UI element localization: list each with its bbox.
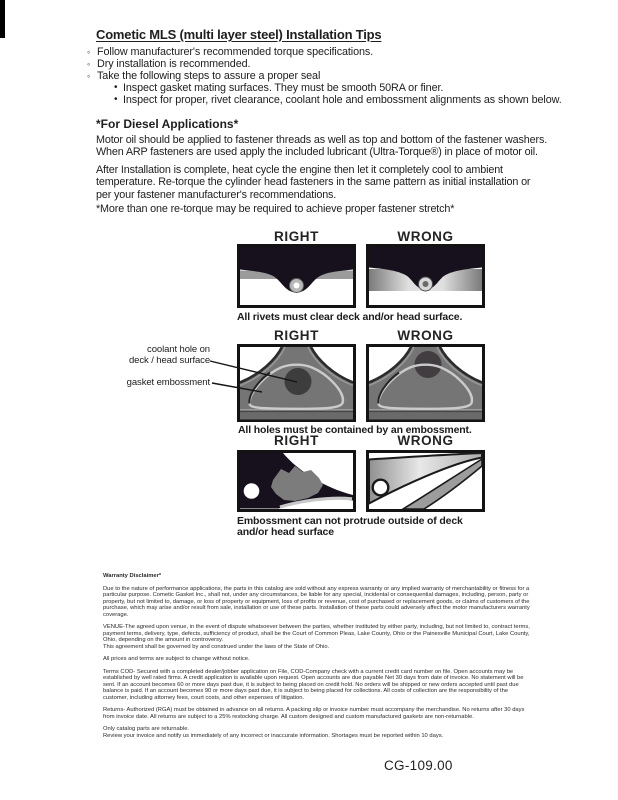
tip-text: Inspect for proper, rivet clearance, coolant hole and embossment alignments as shown below. [123, 94, 562, 107]
returns-paragraph: Returns- Authorized (RGA) must be obtained in advance on all returns. A packing slip or invoice number must accompany the merchandise. No returns after 30 days from invoice date. All returns are subject to a 25% restocking charge. All custom designed and custom manufactured gaskets are non-returnable. [103, 707, 525, 720]
protrude-wrong-diagram [366, 450, 485, 512]
filled-bullet-marker: • [114, 82, 118, 94]
holes-caption: All holes must be contained by an embossment. [238, 424, 472, 436]
filled-bullet-marker: • [114, 94, 118, 106]
catalog-parts-line: Only catalog parts are returnable. [103, 726, 190, 732]
tip-text: Take the following steps to assure a proper seal [97, 70, 321, 83]
right-label-rivets: RIGHT [274, 229, 319, 244]
right-label-protrude: RIGHT [274, 433, 319, 448]
open-bullet-marker: ◦ [87, 46, 91, 57]
warranty-paragraph: Due to the nature of performance applications, the parts in this catalog are sold without any express warranty or any implied warranty of merchantability or fitness for a particular purpose. Cometic Gasket Inc., shall not, under any circumstances, be liable for any special, incidental or consequential damages, including, person, party or property, but not limited to, damage, or loss of property or equipment, loss of profits or revenue, cost of purchased or replacement goods, or claims of customers of the purchase, which may arise and/or result from sale, installation or use of these parts. Installation of these parts could adversely affect the motor manufacturers warranty coverage. [103, 585, 530, 618]
coolant-hole-label: coolant hole on deck / head surface [128, 344, 210, 366]
tip-subitem [87, 94, 587, 106]
warranty-heading: Warranty Disclaimer* [103, 573, 162, 579]
warranty-fine-print [103, 573, 530, 739]
diesel-paragraph-2: After Installation is complete, heat cycle the engine then let it completely cool to ambient temperature. Re-torque the cylinder head fasteners in the same pattern as initial installation or per your fastener manufacturer's recommendations. [96, 164, 531, 201]
protrude-right-diagram [237, 450, 356, 512]
holes-wrong-illustration [366, 344, 485, 422]
open-bullet-marker: ◦ [87, 70, 91, 81]
protrude-wrong-illustration [366, 450, 485, 512]
terms-paragraph: Terms COD- Secured with a completed dealer/jobber application on File, COD-Company check with a current credit card number on file. Open accounts may be established by well rated firms. A credit application is available upon request. Open accounts are due payable Net 30 days from date of invoice. No statement will be sent. If an account becomes 60 or more days past due, it is subject to being placed on credit hold. No orders will be shipped or new orders accepted until past due balance is paid. If an account becomes 90 or more days past due, it is subject to being placed for collections. All costs of collection are the responsibility of the customer, including attorney fees, court costs, and other expenses of litigation. [103, 668, 524, 701]
rivets-caption: All rivets must clear deck and/or head surface. [237, 311, 463, 323]
pointer-lines [205, 352, 305, 400]
embossment-pointer-line [212, 383, 262, 392]
rivets-right-diagram [237, 244, 356, 308]
diesel-section-heading: *For Diesel Applications* [96, 117, 239, 131]
wrong-label-rivets: WRONG [397, 229, 454, 244]
wrong-label-holes: WRONG [397, 328, 454, 343]
tip-item [87, 70, 587, 82]
tip-text: Dry installation is recommended. [97, 58, 251, 71]
page-title: Cometic MLS (multi layer steel) Installation Tips [96, 27, 382, 42]
rivets-wrong-illustration [366, 244, 485, 308]
venue-paragraph: VENUE-The agreed upon venue, in the event of dispute whatsoever between the parties, whether instituted by either party, including, but not limited to, contract terms, payment terms, delivery, type, defects, sufficiency of product, shall be the Court of Common Pleas, Lake County, Ohio or the Painesville Municipal Court, Lake County, Ohio, depending on the amount in controversy. [103, 624, 530, 643]
retorque-note: *More than one re-torque may be required to achieve proper fastener stretch* [96, 203, 455, 215]
tip-subitem [87, 82, 587, 94]
protrude-caption: Embossment can not protrude outside of deck and/or head surface [237, 515, 463, 538]
invoice-review-line: Review your invoice and notify us immediately of any incorrect or inaccurate information. Shortages must be reported within 10 days. [103, 732, 444, 739]
rivets-right-illustration [237, 244, 356, 308]
protrude-right-illustration [237, 450, 356, 512]
bolt-hole [244, 483, 260, 499]
bolt-hole [373, 480, 389, 496]
scan-edge-artifact [0, 0, 5, 38]
gasket-embossment-label: gasket embossment [126, 377, 210, 388]
wrong-label-protrude: WRONG [397, 433, 454, 448]
open-bullet-marker: ◦ [87, 58, 91, 69]
holes-wrong-diagram [366, 344, 485, 422]
prices-line: All prices and terms are subject to change without notice. [103, 656, 250, 662]
tip-text: Follow manufacturer's recommended torque specifications. [97, 46, 374, 58]
page-code: CG-109.00 [384, 758, 453, 773]
tip-text: Inspect gasket mating surfaces. They must be smooth 50RA or finer. [123, 82, 444, 95]
rivets-wrong-diagram [366, 244, 485, 308]
diesel-paragraph-1: Motor oil should be applied to fastener threads as well as top and bottom of the fastener washers. When ARP fasteners are used apply the included lubricant (Ultra-Torque®) in place of motor oil. [96, 134, 548, 159]
tip-item [87, 46, 587, 58]
installation-tips-list [87, 46, 587, 106]
right-label-holes: RIGHT [274, 328, 319, 343]
governing-law-line: This agreement shall be governed by and construed under the laws of the State of Ohio. [103, 643, 330, 650]
tip-item [87, 58, 587, 70]
coolant-pointer-line [210, 361, 297, 382]
